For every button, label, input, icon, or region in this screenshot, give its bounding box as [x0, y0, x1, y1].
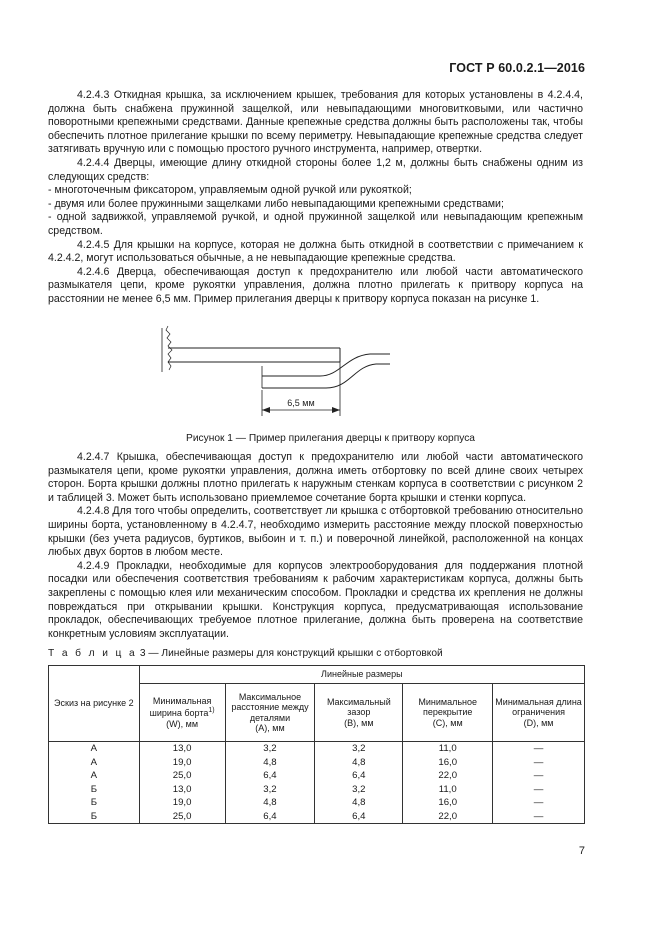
list-item: - двумя или более пружинными защелками либо невыпадающими крепежными средствами;: [48, 197, 504, 210]
table-label: Т а б л и ц а: [48, 648, 138, 659]
header-min-overlap: Минимальное перекрытие (C), мм: [403, 684, 493, 742]
header-sketch: Эскиз на рисунке 2: [49, 666, 140, 742]
header-min-flange-width: Минимальная ширина борта$^{1)}$ (W), мм: [139, 684, 225, 742]
paragraph-4-2-4-8: 4.2.4.8 Для того чтобы определить, соответствует ли крышка с отбортовкой требованию относительно ширины борта, установленному в 4.2.4.7, необходимо измерить расстояние между плоской поверхностью крышки (без учета радиусов, буртиков, выбоин и т. п.) и поверочной линейкой, расположенной на концах любых двух бортов в любом месте.: [48, 505, 583, 559]
list-item: - многоточечным фиксатором, управляемым одной ручкой или рукояткой;: [48, 184, 412, 197]
document-code: ГОСТ Р 60.0.2.1—2016: [449, 61, 585, 75]
table-title-text: 3 — Линейные размеры для конструкций крышки с отбортовкой: [139, 648, 443, 659]
section-text-top: [48, 89, 583, 307]
dim-arrow-left: [262, 407, 270, 413]
table-linear-dimensions: [48, 665, 585, 824]
table-title: [48, 648, 443, 659]
table-row: А 13,0 3,2 3,2 11,0 —: [49, 742, 585, 756]
header-max-distance: Максимальное расстояние между деталями (A), мм: [225, 684, 315, 742]
paragraph-4-2-4-3: 4.2.4.3 Откидная крышка, за исключением крышек, требования для которых установлены в 4.2.4.4, должна быть снабжена пружинной защелкой, или невыпадающими многовитковыми, или частично поворотными крепежными средствами. Данные крепежные средства должны быть расположены так, чтобы обеспечить плотное прилегание крышки по всему периметру. Невыпадающие крепежные средства следует затягивать вручную или с помощью простого ручного инструмента, например, отвертки.: [48, 89, 583, 156]
paragraph-4-2-4-9: 4.2.4.9 Прокладки, необходимые для корпусов электрооборудования для поддержания плотной посадки или обеспечения соответствия требованиям к рабочим характеристикам корпуса, должны быть закреплены с помощью клея или механическим способом. Прокладки и средства их крепления не должны повреждаться при открывании крышки. Конструкция корпуса, предусматривающая использование прокладок, обеспечивающих требуемое плотное прилегание, должна быть проверена на соответствие конкретным условиям эксплуатации.: [48, 559, 583, 640]
paragraph-4-2-4-6: 4.2.4.6 Дверца, обеспечивающая доступ к предохранителю или любой части автоматического размыкателя цепи, кроме рукоятки управления, должна плотно прилегать к притвору корпуса на расстоянии не менее 6,5 мм. Пример прилегания дверцы к притвору корпуса показан на рисунке 1.: [48, 265, 583, 305]
paragraph-4-2-4-7: 4.2.4.7 Крышка, обеспечивающая доступ к предохранителю или любой части автоматического размыкателя цепи, кроме рукоятки управления, должна иметь отбортовку по всей длине своих четырех сторон. Борта крышки должны плотно прилегать к наружным стенкам корпуса в соответствии с рисунком 2 и таблицей 3. Может быть использовано приемлемое сочетание борта крышки и стенки корпуса.: [48, 451, 583, 504]
table-row: Б 25,0 6,4 6,4 22,0 —: [49, 810, 585, 824]
header-linear-dimensions: Линейные размеры: [139, 666, 584, 684]
table-row: Б 13,0 3,2 3,2 11,0 —: [49, 783, 585, 797]
door-seal-drawing: [150, 326, 370, 426]
figure-1-door-seal-diagram: [150, 326, 370, 426]
table-row: А 19,0 4,8 4,8 16,0 —: [49, 756, 585, 770]
table-row: Б 19,0 4,8 4,8 16,0 —: [49, 796, 585, 810]
paragraph-4-2-4-4: 4.2.4.4 Дверцы, имеющие длину откидной стороны более 1,2 м, должны быть снабжены одним из следующих средств:: [48, 156, 583, 183]
figure-caption: Рисунок 1 — Пример прилегания дверцы к притвору корпуса: [186, 433, 475, 444]
header-max-gap: Максимальный зазор (B), мм: [315, 684, 403, 742]
dim-arrow-right: [332, 407, 340, 413]
page-number: 7: [578, 845, 585, 857]
section-text-bottom: [48, 451, 583, 641]
dimension-label: 6,5 мм: [287, 398, 315, 408]
paragraph-4-2-4-5: 4.2.4.5 Для крышки на корпусе, которая не должна быть откидной в соответствии с примечанием к 4.2.4.2, могут использоваться обычные, а не невыпадающие крепежные средства.: [48, 238, 583, 265]
header-min-restriction-length: Минимальная длина ограничения (D), мм: [493, 684, 585, 742]
list-item: - одной задвижкой, управляемой ручкой, и одной пружинной защелкой или невыпадающим крепежным средством.: [48, 211, 583, 237]
table-row: А 25,0 6,4 6,4 22,0 —: [49, 769, 585, 783]
